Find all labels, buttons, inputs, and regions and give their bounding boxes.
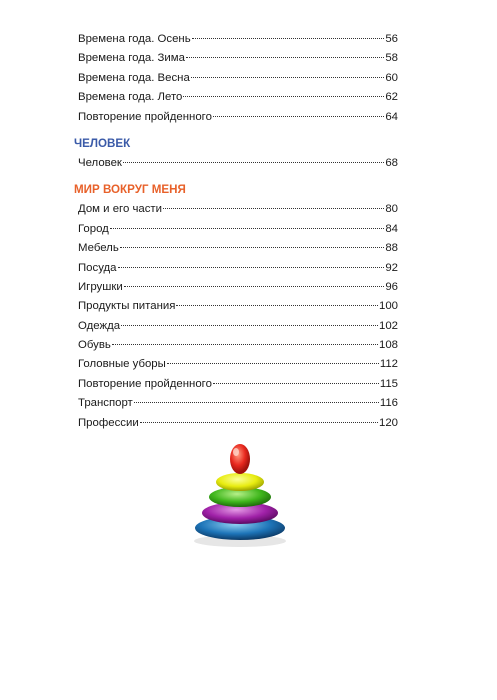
toc-entry[interactable] xyxy=(78,336,398,355)
toc-entry-page: 58 xyxy=(385,52,398,65)
toc-entry-title: Одежда xyxy=(78,319,121,332)
toc-entry[interactable] xyxy=(78,278,398,297)
toc-entry-page: 60 xyxy=(385,71,398,84)
toc-entry[interactable] xyxy=(78,108,398,127)
section-heading-mir: МИР ВОКРУГ МЕНЯ xyxy=(74,183,186,197)
toc-entry-title: Человек xyxy=(78,156,122,169)
toc-entry[interactable] xyxy=(78,220,398,239)
toc-entry-title: Повторение пройденного xyxy=(78,377,212,390)
toc-entry[interactable] xyxy=(78,394,398,413)
toc-entry-page: 120 xyxy=(378,416,398,429)
toc-entry[interactable] xyxy=(78,317,398,336)
toc-entry[interactable] xyxy=(78,69,398,88)
dot-leader xyxy=(140,422,378,423)
toc-entry-page: 88 xyxy=(385,242,398,255)
toc-entry-page: 115 xyxy=(379,377,398,390)
dot-leader xyxy=(163,208,384,209)
toc-entry-page: 96 xyxy=(385,280,398,293)
toc-entry-title: Дом и его части xyxy=(78,203,162,216)
toc-entry-title: Профессии xyxy=(78,416,139,429)
dot-leader xyxy=(124,286,385,287)
ring-yellow xyxy=(216,473,264,491)
dot-leader xyxy=(118,267,385,268)
toc-entry[interactable] xyxy=(78,355,398,374)
toc-entry-page: 68 xyxy=(385,156,398,169)
spacer xyxy=(78,173,398,180)
toc-entry[interactable] xyxy=(78,259,398,278)
toc-entry-title: Времена года. Зима xyxy=(78,52,185,65)
toc-section-mir-entries xyxy=(78,200,398,433)
toc-entry[interactable] xyxy=(78,200,398,219)
dot-leader xyxy=(121,325,378,326)
toc-entry[interactable] xyxy=(78,30,398,49)
toc-entry-title: Игрушки xyxy=(78,280,123,293)
dot-leader xyxy=(134,402,379,403)
dot-leader xyxy=(183,96,384,97)
toc-section-chelovek xyxy=(74,134,398,173)
dot-leader xyxy=(110,228,385,229)
dot-leader xyxy=(167,363,379,364)
toc-entry-page: 102 xyxy=(378,319,398,332)
dot-leader xyxy=(213,383,379,384)
toc-group-seasons xyxy=(78,30,398,127)
toc-entry[interactable] xyxy=(78,375,398,394)
toc-entry[interactable] xyxy=(78,154,398,173)
dot-leader xyxy=(192,38,385,39)
toc-entry-title: Транспорт xyxy=(78,397,133,410)
toc-entry[interactable] xyxy=(78,297,398,316)
toc-entry-page: 62 xyxy=(385,91,398,104)
table-of-contents xyxy=(74,30,398,433)
dot-leader xyxy=(186,57,384,58)
toc-entry[interactable] xyxy=(78,88,398,107)
dot-leader xyxy=(176,305,378,306)
section-heading-chelovek: ЧЕЛОВЕК xyxy=(74,136,131,150)
toc-entry-page: 108 xyxy=(378,339,398,352)
knob-red xyxy=(230,444,250,474)
toy-pyramid-icon xyxy=(185,430,295,550)
toc-section-mir xyxy=(74,180,398,433)
toc-entry[interactable] xyxy=(78,49,398,68)
toc-entry-page: 112 xyxy=(379,358,398,371)
toc-entry-page: 64 xyxy=(385,110,398,123)
toc-entry-page: 56 xyxy=(385,33,398,45)
toc-entry-title: Обувь xyxy=(78,339,111,352)
dot-leader xyxy=(112,344,378,345)
toc-entry-title: Головные уборы xyxy=(78,358,166,371)
toc-entry-page: 116 xyxy=(379,397,398,410)
dot-leader xyxy=(120,247,385,248)
toc-entry-title: Времена года. Лето xyxy=(78,91,183,104)
toc-entry-title: Продукты питания xyxy=(78,300,176,313)
toc-entry[interactable] xyxy=(78,239,398,258)
toc-entry-title: Посуда xyxy=(78,261,117,274)
dot-leader xyxy=(213,116,384,117)
dot-leader xyxy=(123,162,384,163)
toc-entry-title: Повторение пройденного xyxy=(78,110,212,123)
toc-entry-title: Город xyxy=(78,222,109,235)
toc-entry-title: Мебель xyxy=(78,242,119,255)
toc-entry-page: 92 xyxy=(385,261,398,274)
toc-entry-page: 100 xyxy=(378,300,398,313)
toc-entry-page: 84 xyxy=(385,222,398,235)
toc-entry-title: Времена года. Осень xyxy=(78,33,191,45)
toc-entry-page: 80 xyxy=(385,203,398,216)
spacer xyxy=(78,127,398,134)
toc-entry-title: Времена года. Весна xyxy=(78,71,190,84)
dot-leader xyxy=(191,77,385,78)
